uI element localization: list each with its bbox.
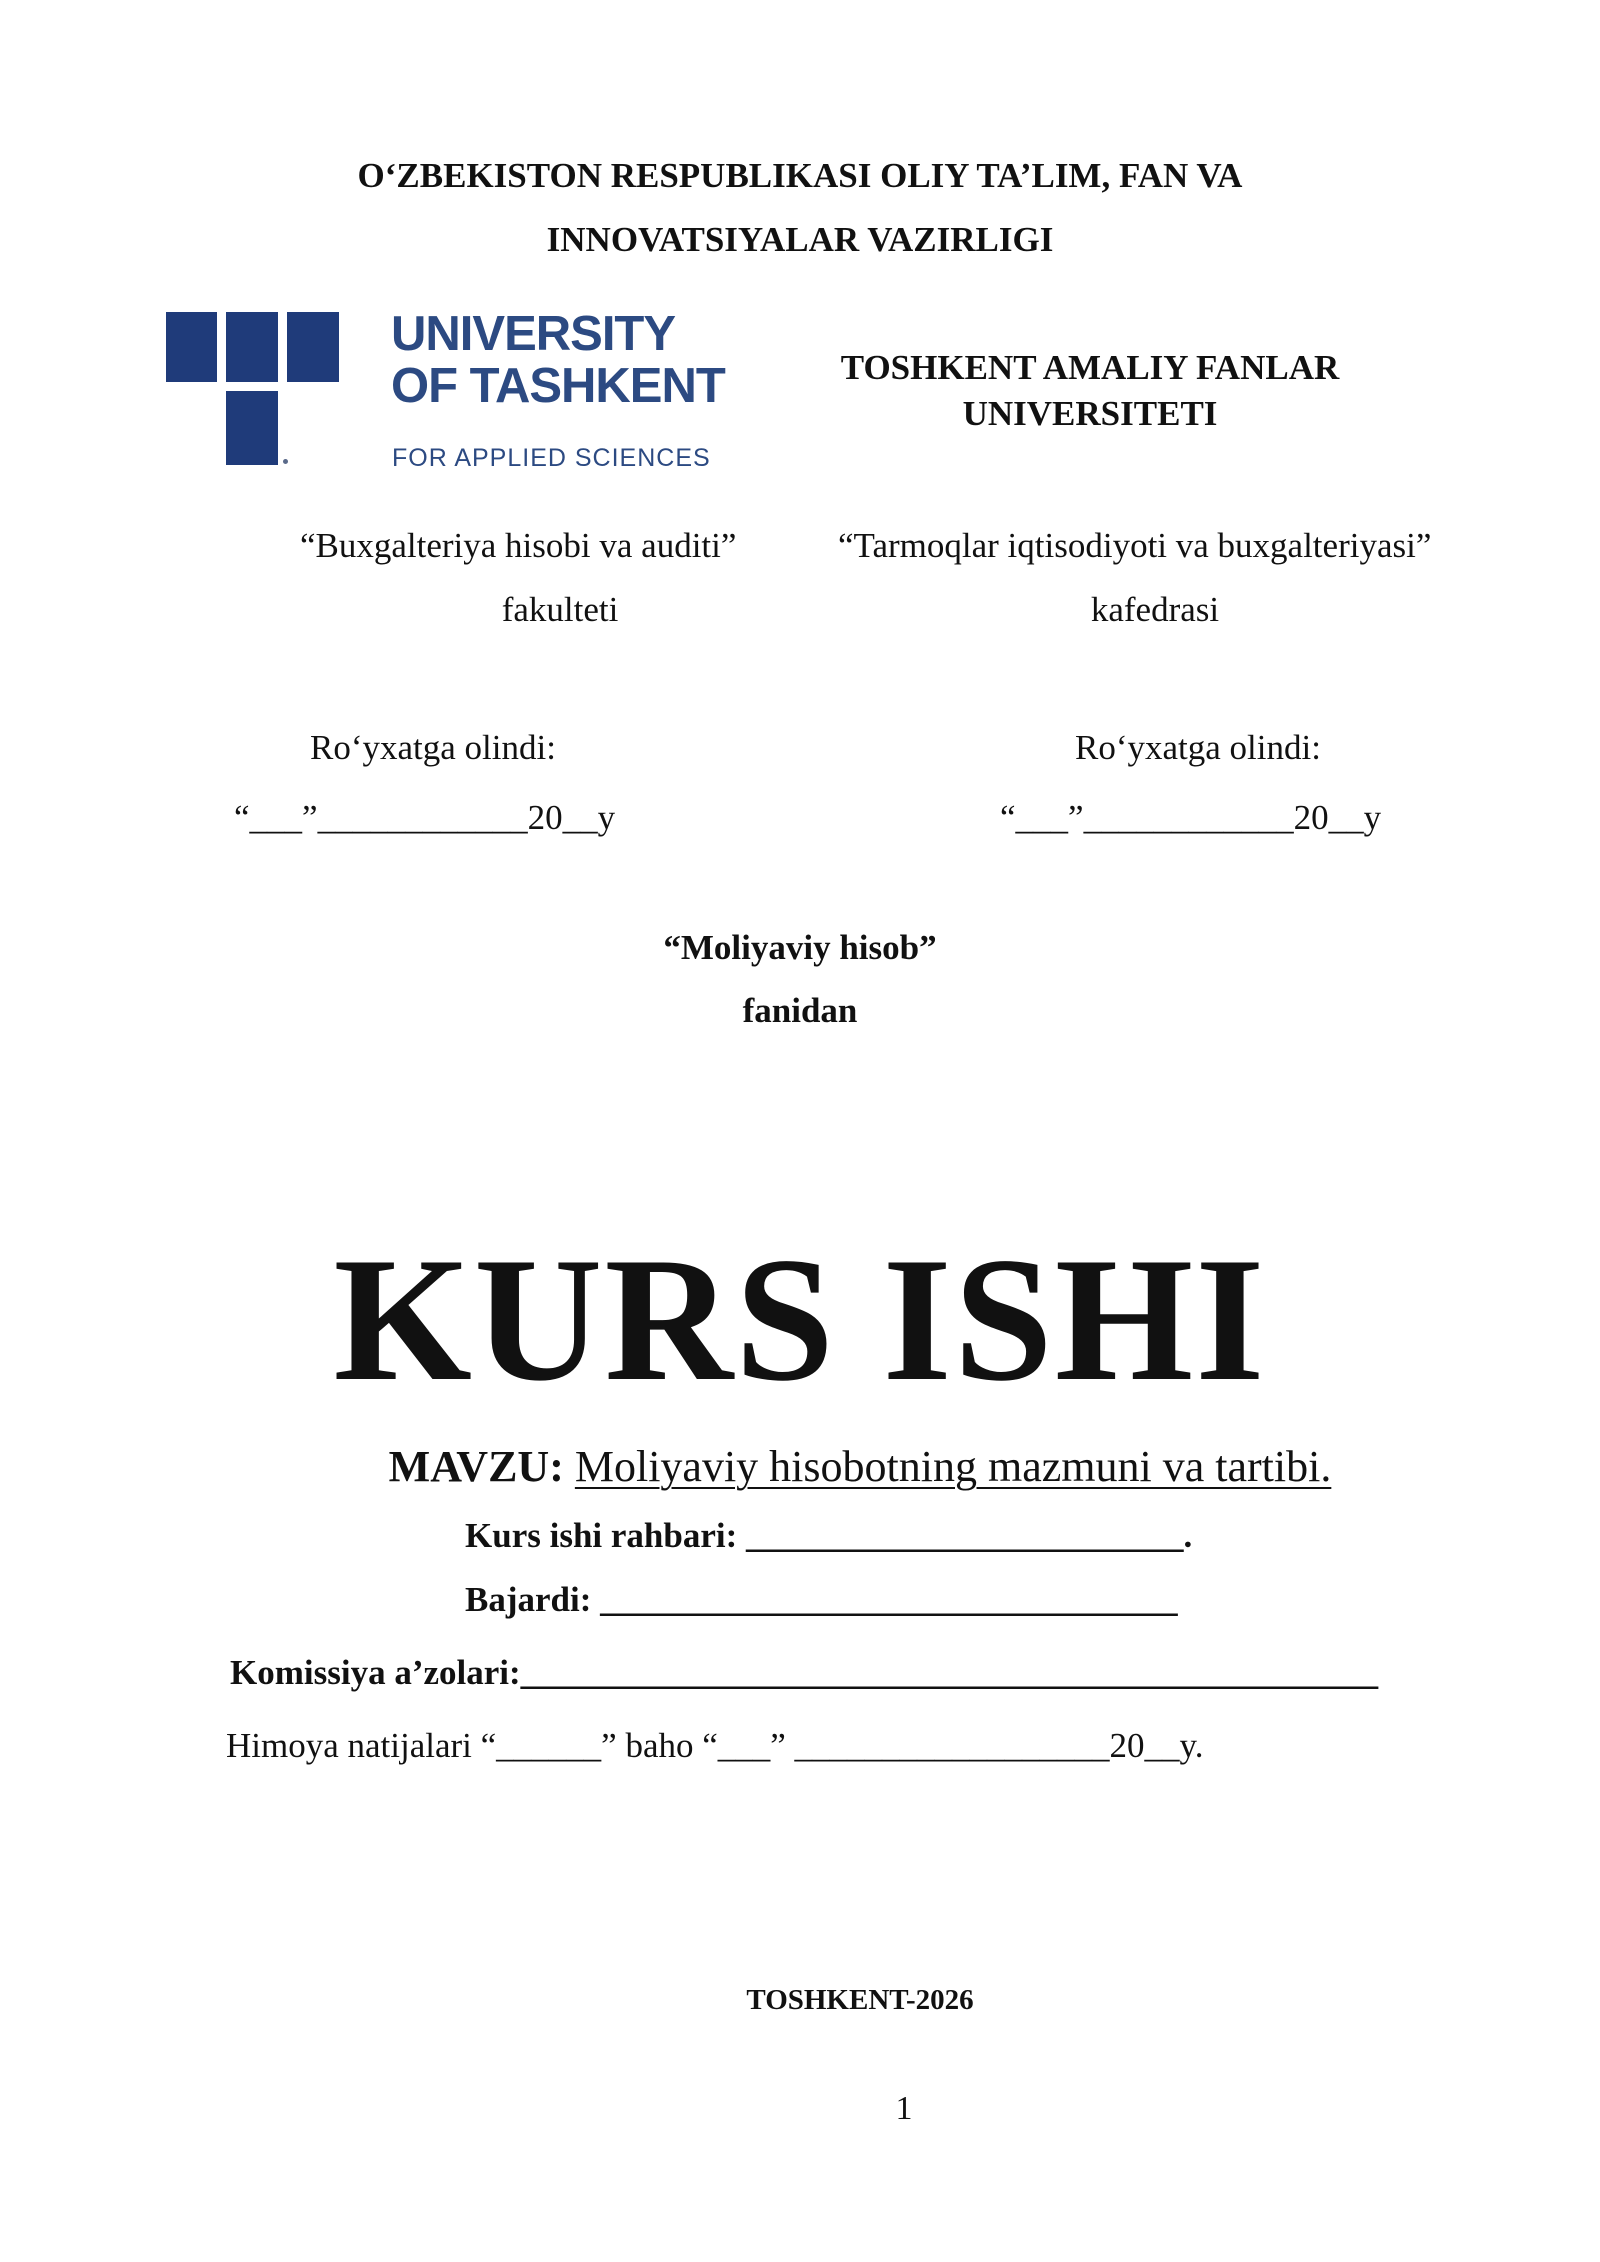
department-label: kafedrasi [1090,590,1220,629]
work-type-title: KURS ISHI [333,1220,1267,1418]
logo-square-1 [166,312,217,382]
department-name: “Tarmoqlar iqtisodiyoti va buxgalteriyasi” [838,526,1432,565]
defense-results-field: Himoya natijalari “______” baho “___” __________________20__y. [226,1726,1204,1765]
registration-left-date: “___”____________20__y [234,798,616,837]
logo-word-applied-sciences: FOR APPLIED SCIENCES [392,444,711,472]
logo-square-2 [226,312,278,382]
university-logo [166,307,725,478]
faculty-label: fakulteti [501,590,619,629]
logo-square-3 [287,312,339,382]
city-year: TOSHKENT-2026 [746,1984,974,2016]
subject-suffix: fanidan [742,991,858,1030]
logo-square-4 [226,391,278,465]
university-name-line-2: UNIVERSITETI [962,394,1218,433]
supervisor-field: Kurs ishi rahbari: _________________________. [465,1516,1193,1555]
topic-label: MAVZU: [388,1442,564,1491]
faculty-name: “Buxgalteriya hisobi va auditi” [300,526,737,565]
logo-dot [283,459,288,464]
subject-name: “Moliyaviy hisob” [663,928,937,967]
logo-word-of-tashkent: OF TASHKENT [391,359,725,413]
performer-field: Bajardi: _________________________________ [465,1580,1178,1619]
ministry-line-2: INNOVATSIYALAR VAZIRLIGI [546,220,1054,259]
registration-left-label: Ro‘yxatga olindi: [310,728,556,767]
page-number: 1 [895,2090,913,2127]
university-name-line-1: TOSHKENT AMALIY FANLAR [840,348,1340,387]
ministry-line-1: O‘ZBEKISTON RESPUBLIKASI OLIY TA’LIM, FAN VA [357,156,1243,195]
commission-field: Komissiya a’zolari:_________________________________________________ [230,1653,1379,1692]
topic-value: Moliyaviy hisobotning mazmuni va tartibi. [574,1442,1332,1491]
registration-right-date: “___”____________20__y [1000,798,1382,837]
logo-word-university: UNIVERSITY [391,307,676,361]
topic-line [0,1442,1600,1491]
registration-right-label: Ro‘yxatga olindi: [1075,728,1321,767]
